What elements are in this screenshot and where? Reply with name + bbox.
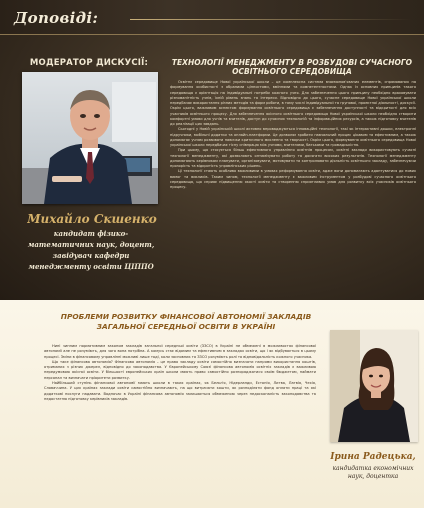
article1-paragraph: Сьогодні у Новій українській школі активно впроваджуються інноваційні технології, такі як інтерактивні дошки, електронні підручники, мобільні додатки та онлайн-платформи. Це дозволяє зробити навчальний процес цікавим та ефективним, а також допомагає учням розвивати навички критичного мислення та творчості. Окрім цього, формування освітнього середовища Нової української школи передбачає тісну співпрацю між учнями, вчителями, батьками та громадськістю. [170, 127, 416, 147]
speaker2-photo [330, 330, 418, 442]
section-heading: Доповіді: [14, 9, 99, 27]
article1-paragraph: Ці технології стають особливо важливими в умовах реформування освіти, адже вони допомагають адаптуватися до нових вимог та викликів. Таким чином, технології менеджменту є важливим інструментом у розбудові сучасного освітнього середовища, що сприяє підвищенню якості освіти та створенню сприятливих умов для розвитку всіх учасників освітнього процесу. [170, 169, 416, 189]
speaker2-description: кандидатка економічних наук, доцентка [332, 465, 414, 480]
moderator-photo-illustration [22, 72, 158, 204]
section-heading-bar [0, 0, 424, 35]
article2-paragraph: Найбільший ступінь фінансової автономії мають школи в таких країнах, як Бельгія, Нідерланди, Естонія, Литва, Латвія, Чехія, Словаччина. У цих країнах заклади освіти самостійно визначають, на що витрачати кошти, як розподіляти фонд оплати праці та які додаткові послуги надавати. Водночас в Україні фінансова автономія залишається обмеженою через недосконалість законодавства та недостатню підготовку керівників закладів. [44, 381, 316, 401]
article2-body [44, 344, 316, 504]
moderator-photo [22, 72, 158, 204]
speaker2-photo-illustration [330, 330, 418, 442]
speaker2-name: Ірина Радецька, [330, 452, 416, 462]
heading-divider [130, 19, 412, 20]
moderator-description: кандидат фізико-математичних наук, доцент, завідувач кафедри менеджменту освіти ЦІППО [27, 229, 155, 271]
article1-paragraph: Освітнє середовище Нової української школи – це комплексна система взаємопов'язаних елементів, спрямованих на формування особистості з обраними цінностями, вміннями та компетентностями. Однак із основних принципів такого середовища є орієнтація на індивідуальні потреби кожного учня. Для забезпечення цього принципу необхідно враховувати різноманітність учнів, їхній рівень знань та інтереси. Відповідно до цього, сучасне середовище Нової української школи передбачає використання різних методів та форм роботи, в тому числі індивідуальної та групової, проектної діяльності, дискусії. Окрім цього, важливим аспектом формування освітнього середовища є забезпечення доступності та відкритості для всіх учасників освітнього процесу. Для забезпечення якісного освітнього середовища Нової української школи необхідно створити комфортні умови для учнів та вчителів, доступ до сучасних технологій та інформаційних ресурсів, а також підготовку вчителів до реалізації цих завдань. [170, 80, 416, 126]
article1-title: ТЕХНОЛОГІЇ МЕНЕДЖМЕНТУ В РОЗБУДОВІ СУЧАСНОГО ОСВІТНЬОГО СЕРЕДОВИЩА [171, 58, 413, 76]
article2-title: ПРОБЛЕМИ РОЗВИТКУ ФІНАНСОВОЇ АВТОНОМІЇ ЗАКЛАДІВ ЗАГАЛЬНОЇ СЕРЕДНЬОЇ ОСВІТИ В УКРАЇНІ [60, 312, 312, 331]
article2-paragraph: Нині чинним нормативним законом закладів загальної середньої освіти (ЗЗСО) в Україні не обмежені в можливостях фінансової автономії але не розуміють, для чого вона потрібна. А комусь стає відомим та ефективним в закладах освіти, що і як відбувається в цьому процесі. Зміни в фінансовому управлінні можливі лише тоді, коли засновник та ЗЗСО розуміють ролі та відповідальність кожного учасника. [44, 344, 316, 359]
moderator-label: МОДЕРАТОР ДИСКУСІЇ: [29, 58, 149, 68]
article1-paragraph: При цьому, що стосується більш ефективного управління освітнім процесом, освітні заклади використовують сучасні технології менеджменту, які дозволяють оптимізувати роботу та досягати високих результатів. Технології менеджменту допомагають керівникам планувати, організовувати, мотивувати та контролювати діяльність освітнього закладу, забезпечуючи прозорість та відкритість управлінських рішень. [170, 148, 416, 168]
moderator-name: Михайло Скшенко [27, 212, 157, 226]
article1-body [170, 80, 416, 294]
article2-paragraph: Що таке фінансова автономія? Фінансова автономія – це право закладу освіти самостійно визначати напрями використання коштів, отриманих з різних джерел, відповідно до законодавства. У Європейському Союзі фінансова автономія освітніх закладів є важливою передумовою якісної освіти. У більшості європейських країн школи мають право самостійно розпоряджатися своїм бюджетом, наймати персонал та визначати пріоритети розвитку. [44, 359, 316, 380]
